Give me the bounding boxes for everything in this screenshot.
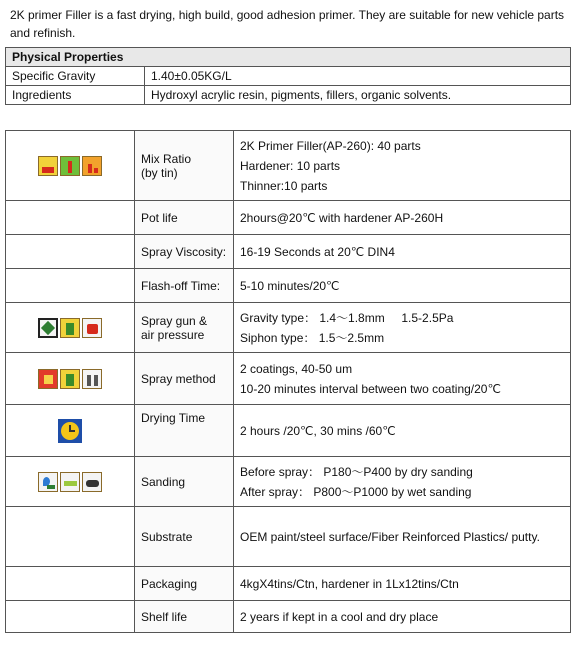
spec-label: Drying Time (135, 405, 234, 457)
spec-value: 2hours@20℃ with hardener AP-260H (234, 201, 571, 235)
spec-value: 5-10 minutes/20℃ (234, 269, 571, 303)
spec-value: 2 coatings, 40-50 um 10-20 minutes interval between two coating/20℃ (234, 353, 571, 405)
property-value: 1.40±0.05KG/L (145, 67, 571, 86)
spec-row-spray-method (6, 353, 571, 405)
spec-icons (6, 131, 135, 201)
property-label: Ingredients (6, 86, 145, 105)
dry-sanding-icon (60, 472, 80, 492)
mix-tin-icon (60, 156, 80, 176)
intro-text: 2K primer Filler is a fast drying, high build, good adhesion primer. They are suitable for new vehicle parts and refinish. (10, 8, 565, 40)
spray-pass-icon (60, 369, 80, 389)
spec-value: Before spray： P180～P400 by dry sanding After spray： P800～P1000 by wet sanding (234, 457, 571, 507)
spec-row-spray-viscosity (6, 235, 571, 269)
property-value: Hydroxyl acrylic resin, pigments, fillers, organic solvents. (145, 86, 571, 105)
spec-row-flash-off (6, 269, 571, 303)
gravity-gun-icon (60, 318, 80, 338)
spec-icons (6, 457, 135, 507)
hand-sanding-icon (82, 472, 102, 492)
spec-icons (6, 235, 135, 269)
spray-coat-icon (38, 369, 58, 389)
spec-label: Sanding (135, 457, 234, 507)
spec-label: Mix Ratio (by tin) (135, 131, 234, 201)
spec-row-substrate (6, 507, 571, 567)
spec-icons (6, 201, 135, 235)
mix-tin-icon (38, 156, 58, 176)
spec-row-shelf-life (6, 601, 571, 633)
spec-value: 2K Primer Filler(AP-260): 40 parts Hardener: 10 parts Thinner:10 parts (234, 131, 571, 201)
physical-properties-header-row (6, 48, 571, 67)
spec-icons (6, 567, 135, 601)
physical-properties-table (5, 47, 571, 105)
property-row (6, 67, 571, 86)
spec-icons (6, 507, 135, 567)
spec-icons (6, 303, 135, 353)
specification-table (5, 130, 571, 633)
spec-value: 2 hours /20℃, 30 mins /60℃ (234, 405, 571, 457)
spec-label: Pot life (135, 201, 234, 235)
spec-label: Packaging (135, 567, 234, 601)
spec-label: Shelf life (135, 601, 234, 633)
wet-sanding-icon (38, 472, 58, 492)
spec-icons (6, 405, 135, 457)
spec-row-mix-ratio (6, 131, 571, 201)
physical-properties-header: Physical Properties (6, 48, 571, 67)
coats-icon (82, 369, 102, 389)
spec-value: 16-19 Seconds at 20℃ DIN4 (234, 235, 571, 269)
spec-value: OEM paint/steel surface/Fiber Reinforced Plastics/ putty. (234, 507, 571, 567)
spec-value: Gravity type： 1.4～1.8mm 1.5-2.5Pa Siphon type： 1.5～2.5mm (234, 303, 571, 353)
spec-label: Spray Viscosity: (135, 235, 234, 269)
property-label: Specific Gravity (6, 67, 145, 86)
spec-row-spray-gun (6, 303, 571, 353)
spec-icons (6, 601, 135, 633)
spec-value: 2 years if kept in a cool and dry place (234, 601, 571, 633)
mix-tin-icon (82, 156, 102, 176)
spray-gun-icon (38, 318, 58, 338)
siphon-gun-icon (82, 318, 102, 338)
spec-row-pot-life (6, 201, 571, 235)
property-row (6, 86, 571, 105)
spec-row-drying-time (6, 405, 571, 457)
spec-label: Substrate (135, 507, 234, 567)
spec-icons (6, 353, 135, 405)
spec-label: Spray method (135, 353, 234, 405)
spec-icons (6, 269, 135, 303)
spec-value: 4kgX4tins/Ctn, hardener in 1Lx12tins/Ctn (234, 567, 571, 601)
spec-label: Flash-off Time: (135, 269, 234, 303)
clock-icon (58, 419, 82, 443)
spec-row-packaging (6, 567, 571, 601)
spec-row-sanding (6, 457, 571, 507)
spec-label: Spray gun & air pressure (135, 303, 234, 353)
